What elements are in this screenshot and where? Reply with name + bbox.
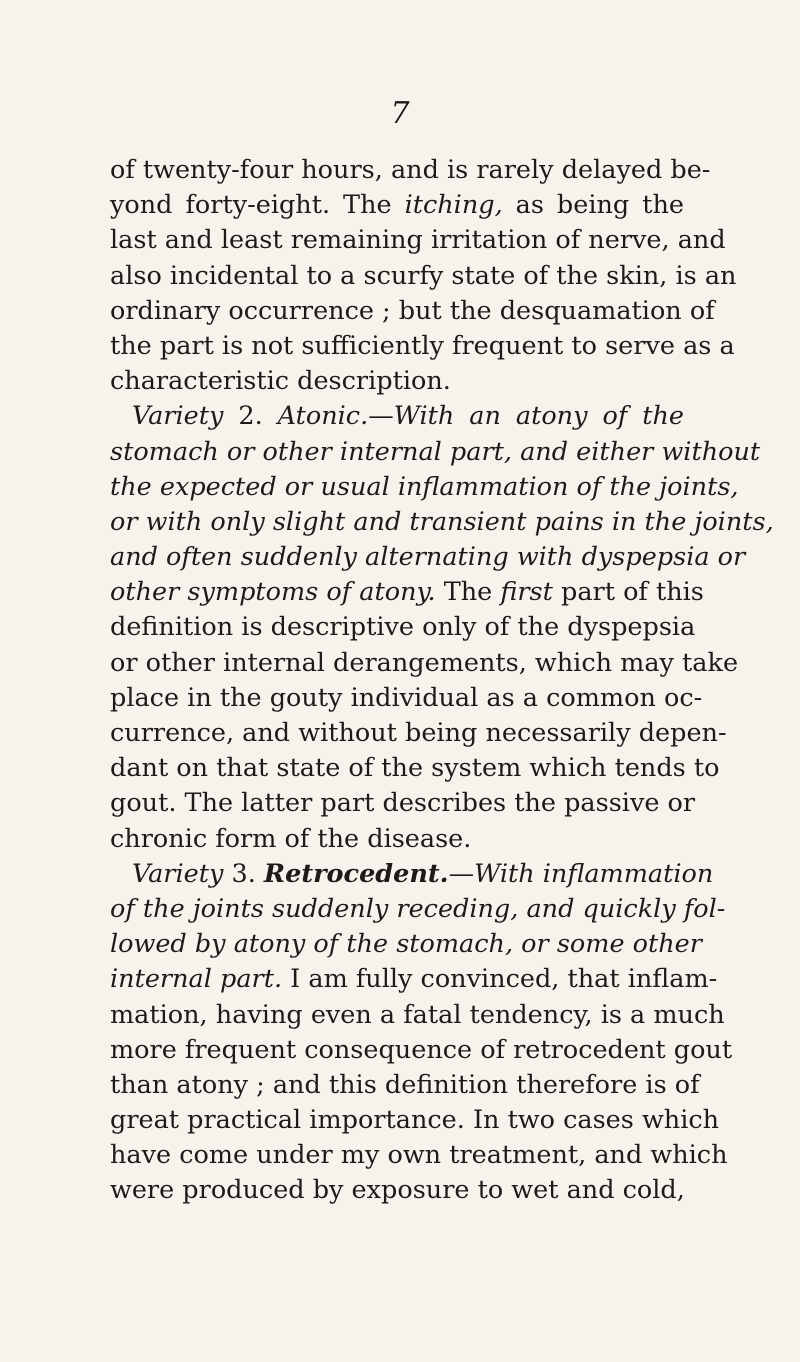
text-run: of twenty-four hours, and is rarely delayed be- xyxy=(110,155,711,185)
text-line xyxy=(110,399,684,434)
italic-text: internal part. xyxy=(110,964,283,995)
body-text xyxy=(110,153,774,1209)
text-line xyxy=(110,1173,684,1208)
italic-text: and often suddenly alternating with dyspepsia or xyxy=(110,542,746,573)
text-run: 2. xyxy=(223,401,278,432)
text-line xyxy=(110,927,702,962)
text-line xyxy=(110,505,774,540)
text-run: than atony ; and this definition therefore is of xyxy=(110,1069,700,1100)
text-line xyxy=(110,188,684,223)
text-line xyxy=(110,1068,700,1103)
text-run: chronic form of the disease. xyxy=(110,823,472,854)
text-run: last and least remaining irritation of nerve, and xyxy=(110,225,726,256)
text-run: currence, and without being necessarily depen- xyxy=(110,718,727,748)
italic-text: Variety xyxy=(132,858,224,889)
text-line xyxy=(110,681,703,716)
italic-text: other symptoms of atony. xyxy=(110,577,436,608)
text-run: as being the xyxy=(502,190,684,221)
text-line xyxy=(110,540,746,575)
italic-text: Atonic. xyxy=(277,401,369,432)
text-line xyxy=(110,998,725,1033)
text-run: or other internal derangements, which may take xyxy=(110,647,739,678)
text-line xyxy=(110,610,696,645)
text-line xyxy=(110,751,720,786)
text-line xyxy=(110,1033,733,1068)
text-line xyxy=(110,857,714,892)
text-run: part of this xyxy=(552,577,704,608)
text-line xyxy=(110,364,684,399)
italic-text: Retrocedent. xyxy=(263,858,449,889)
text-line xyxy=(110,962,718,997)
text-run: I am fully convinced, that inflam- xyxy=(282,964,718,995)
text-run: The xyxy=(435,577,501,608)
text-run: ordinary occurrence ; but the desquamation of xyxy=(110,295,715,326)
text-line xyxy=(110,470,739,505)
text-line xyxy=(110,223,726,258)
text-line xyxy=(110,329,735,364)
page-number: 7 xyxy=(390,96,410,131)
text-run: 3. xyxy=(223,858,264,889)
text-run: also incidental to a scurfy state of the skin, is an xyxy=(110,260,737,291)
text-run: have come under my own treatment, and which xyxy=(110,1140,728,1171)
text-run: definition is descriptive only of the dyspepsia xyxy=(110,612,696,643)
italic-text: itching, xyxy=(404,190,503,221)
text-line xyxy=(110,1103,720,1138)
italic-text: of the joints suddenly receding, and quickly fol- xyxy=(110,893,726,924)
text-run: the part is not sufficiently frequent to serve as a xyxy=(110,330,735,361)
text-line xyxy=(110,259,737,294)
text-run: gout. The latter part describes the passive or xyxy=(110,788,696,819)
text-run: more frequent consequence of retrocedent gout xyxy=(110,1034,733,1065)
text-run: — xyxy=(368,401,394,432)
italic-text: Variety xyxy=(132,401,224,432)
text-run: mation, having even a fatal tendency, is a much xyxy=(110,999,725,1030)
italic-text: lowed by atony of the stomach, or some other xyxy=(110,929,702,960)
text-run: yond forty-eight. The xyxy=(110,190,405,221)
text-line xyxy=(110,822,684,857)
italic-text: or with only slight and transient pains in the joints, xyxy=(110,506,774,537)
italic-text: the expected or usual inflammation of the joints, xyxy=(110,471,739,502)
italic-text: With an atony of the xyxy=(393,401,684,432)
text-line xyxy=(110,435,761,470)
text-line xyxy=(110,294,715,329)
text-line xyxy=(110,646,739,681)
italic-text: stomach or other internal part, and either without xyxy=(110,436,761,467)
text-run: were produced by exposure to wet and cold, xyxy=(110,1175,685,1206)
italic-text: first xyxy=(500,577,553,608)
italic-text: With inflammation xyxy=(474,858,714,889)
text-run: dant on that state of the system which tends to xyxy=(110,753,720,784)
text-line xyxy=(110,1138,728,1173)
text-line xyxy=(110,153,711,188)
text-run: characteristic description. xyxy=(110,366,451,397)
text-line xyxy=(110,892,726,927)
text-run: great practical importance. In two cases which xyxy=(110,1105,720,1136)
text-line xyxy=(110,786,696,821)
text-run: place in the gouty individual as a common oc- xyxy=(110,682,703,713)
text-line xyxy=(110,575,704,610)
text-run: — xyxy=(448,858,475,889)
text-line xyxy=(110,716,727,751)
